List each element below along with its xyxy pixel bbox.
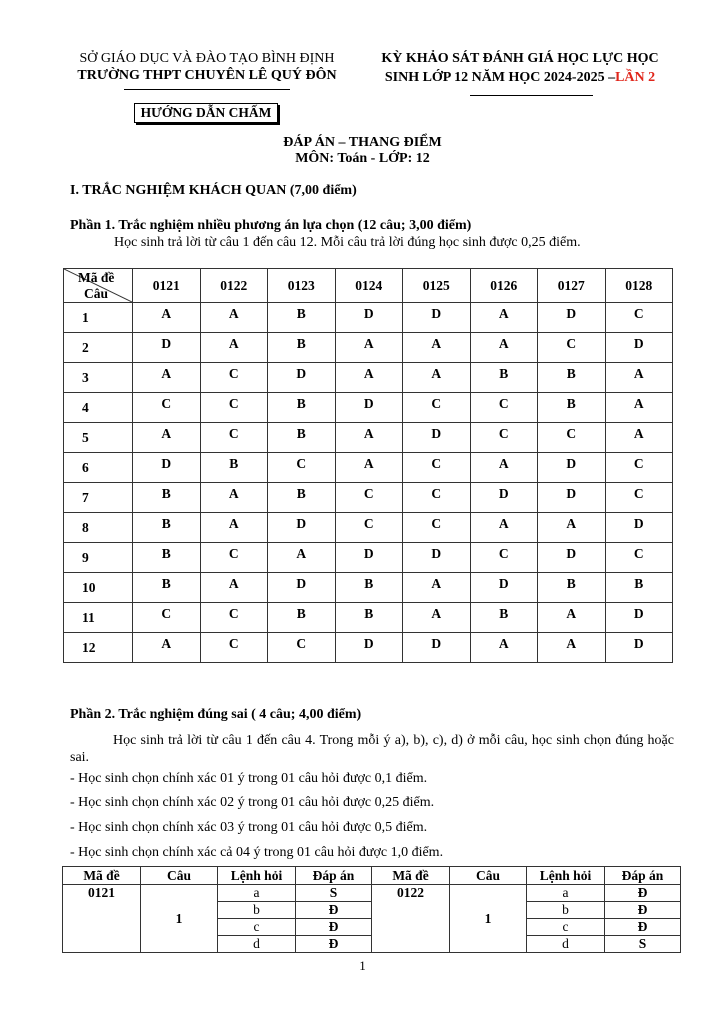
answer-cell: D: [538, 483, 606, 513]
answer-cell: A: [470, 333, 538, 363]
header-prompt: Lệnh hỏi: [218, 867, 296, 885]
answer-cell: C: [200, 633, 268, 663]
answer-cell: B: [605, 573, 673, 603]
table-row: [64, 633, 673, 663]
table-row: [64, 393, 673, 423]
question-number-cell: 8: [64, 513, 133, 543]
answer-cell: B: [133, 483, 201, 513]
answer-cell: D: [268, 513, 336, 543]
answer-cell: A: [470, 303, 538, 333]
answer-cell: A: [605, 423, 673, 453]
answer-cell: S: [605, 936, 681, 953]
answer-cell: D: [470, 573, 538, 603]
code-header: 0125: [403, 269, 471, 303]
answer-cell: A: [335, 333, 403, 363]
answer-cell: C: [403, 453, 471, 483]
prompt-cell: c: [218, 919, 296, 936]
corner-cell: [64, 269, 133, 303]
table-row: [64, 513, 673, 543]
question-number-cell: 10: [64, 573, 133, 603]
answer-cell: A: [335, 453, 403, 483]
answer-cell: A: [133, 633, 201, 663]
answer-cell: B: [268, 393, 336, 423]
code-header: 0124: [335, 269, 403, 303]
answer-cell: C: [200, 423, 268, 453]
answer-cell: C: [133, 603, 201, 633]
table-row: [64, 543, 673, 573]
corner-question-label: Câu: [84, 286, 109, 301]
department-name: SỞ GIÁO DỤC VÀ ĐÀO TẠO BÌNH ĐỊNH: [79, 51, 335, 66]
answer-cell: C: [605, 543, 673, 573]
answer-cell: C: [200, 363, 268, 393]
answer-cell: B: [268, 333, 336, 363]
answer-cell: Đ: [605, 885, 681, 902]
answer-cell: D: [403, 633, 471, 663]
answer-cell: C: [403, 483, 471, 513]
scoring-rule: - Học sinh chọn chính xác 02 ý trong 01 câu hỏi được 0,25 điểm.: [70, 795, 435, 810]
answer-cell: D: [538, 453, 606, 483]
code-header: 0126: [470, 269, 538, 303]
corner-code-label: Mã đề: [78, 270, 115, 285]
answer-cell: Đ: [296, 902, 372, 919]
answer-cell: D: [268, 363, 336, 393]
answer-cell: C: [605, 453, 673, 483]
answer-cell: D: [133, 453, 201, 483]
header-answer: Đáp án: [605, 867, 681, 885]
answer-cell: B: [335, 573, 403, 603]
answer-cell: A: [200, 483, 268, 513]
code-header: 0121: [133, 269, 201, 303]
table-row: [64, 453, 673, 483]
question-number-cell: 6: [64, 453, 133, 483]
header-prompt: Lệnh hỏi: [527, 867, 605, 885]
exam-title-line2: [365, 70, 675, 86]
true-false-answer-table: [62, 866, 681, 953]
answer-cell: C: [605, 303, 673, 333]
exam-code-cell: 0121: [63, 885, 141, 953]
answer-cell: D: [403, 543, 471, 573]
answer-cell: C: [538, 333, 606, 363]
answer-cell: A: [200, 573, 268, 603]
code-header: 0128: [605, 269, 673, 303]
prompt-cell: b: [218, 902, 296, 919]
answer-cell: B: [538, 573, 606, 603]
answer-cell: A: [200, 303, 268, 333]
answer-cell: A: [470, 453, 538, 483]
answer-cell: D: [538, 543, 606, 573]
answer-cell: A: [470, 633, 538, 663]
answer-cell: A: [538, 513, 606, 543]
answer-cell: A: [538, 603, 606, 633]
table-row: [64, 423, 673, 453]
header-question: Câu: [141, 867, 218, 885]
header-answer: Đáp án: [296, 867, 372, 885]
prompt-cell: c: [527, 919, 605, 936]
scoring-rule: - Học sinh chọn chính xác cả 04 ý trong 01 câu hỏi được 1,0 điểm.: [70, 845, 444, 860]
answer-cell: S: [296, 885, 372, 902]
table-row: [64, 333, 673, 363]
section1-title: I. TRẮC NGHIỆM KHÁCH QUAN (7,00 điểm): [70, 183, 357, 198]
answer-cell: A: [268, 543, 336, 573]
prompt-cell: d: [527, 936, 605, 953]
part1-title: Phần 1. Trắc nghiệm nhiều phương án lựa chọn (12 câu; 3,00 điểm): [70, 218, 472, 233]
question-number-cell: 12: [64, 633, 133, 663]
answer-cell: A: [403, 573, 471, 603]
header-question: Câu: [450, 867, 527, 885]
answer-cell: C: [403, 393, 471, 423]
table-row: [63, 885, 681, 902]
answer-cell: C: [200, 393, 268, 423]
prompt-cell: a: [218, 885, 296, 902]
answer-cell: D: [335, 633, 403, 663]
answer-cell: D: [605, 633, 673, 663]
answer-cell: B: [133, 513, 201, 543]
question-number-cell: 4: [64, 393, 133, 423]
answer-cell: Đ: [605, 902, 681, 919]
exam-title-line1: KỲ KHẢO SÁT ĐÁNH GIÁ HỌC LỰC HỌC: [381, 51, 659, 66]
multiple-choice-answer-table: [63, 268, 673, 663]
answer-cell: Đ: [605, 919, 681, 936]
answer-cell: A: [403, 333, 471, 363]
scoring-rule: - Học sinh chọn chính xác 01 ý trong 01 câu hỏi được 0,1 điểm.: [70, 771, 428, 786]
answer-cell: A: [133, 303, 201, 333]
exam-underline: [470, 95, 593, 96]
answer-cell: B: [538, 363, 606, 393]
answer-cell: B: [268, 603, 336, 633]
header-code: Mã đề: [63, 867, 141, 885]
answer-cell: D: [605, 333, 673, 363]
answer-cell: A: [200, 513, 268, 543]
answer-cell: A: [470, 513, 538, 543]
table-row: [64, 573, 673, 603]
answer-cell: C: [470, 543, 538, 573]
answer-cell: A: [335, 363, 403, 393]
answer-cell: A: [605, 393, 673, 423]
answer-cell: D: [335, 303, 403, 333]
answer-cell: B: [268, 303, 336, 333]
part2-title: Phần 2. Trắc nghiệm đúng sai ( 4 câu; 4,00 điểm): [70, 707, 362, 722]
answer-cell: C: [538, 423, 606, 453]
answer-cell: C: [403, 513, 471, 543]
answer-cell: A: [538, 633, 606, 663]
answer-cell: C: [470, 393, 538, 423]
answer-cell: D: [538, 303, 606, 333]
exam-round: LẦN 2: [615, 70, 656, 85]
answer-cell: B: [133, 573, 201, 603]
table-row: [64, 303, 673, 333]
exam-code-cell: 0122: [372, 885, 450, 953]
school-name: TRƯỜNG THPT CHUYÊN LÊ QUÝ ĐÔN: [77, 68, 337, 83]
answer-cell: A: [133, 363, 201, 393]
answer-cell: C: [470, 423, 538, 453]
answer-cell: D: [470, 483, 538, 513]
answer-cell: D: [403, 423, 471, 453]
answer-cell: A: [335, 423, 403, 453]
table-row: [64, 483, 673, 513]
page-number: 1: [359, 958, 366, 973]
answer-cell: B: [335, 603, 403, 633]
answer-cell: C: [605, 483, 673, 513]
table-row: [64, 363, 673, 393]
table-header-row: [63, 867, 681, 885]
answer-cell: D: [133, 333, 201, 363]
answer-cell: D: [605, 513, 673, 543]
answer-cell: D: [605, 603, 673, 633]
answer-cell: D: [268, 573, 336, 603]
answer-cell: A: [133, 423, 201, 453]
answer-cell: C: [268, 633, 336, 663]
answer-cell: C: [335, 513, 403, 543]
code-header: 0123: [268, 269, 336, 303]
scoring-rule: - Học sinh chọn chính xác 03 ý trong 01 câu hỏi được 0,5 điểm.: [70, 820, 428, 835]
question-number-cell: 2: [64, 333, 133, 363]
question-number-cell: 5: [64, 423, 133, 453]
answer-cell: B: [470, 603, 538, 633]
question-number-cell: 11: [64, 603, 133, 633]
exam-year: SINH LỚP 12 NĂM HỌC 2024-2025 –: [384, 70, 616, 85]
answer-cell: A: [605, 363, 673, 393]
question-number-cell: 9: [64, 543, 133, 573]
answer-cell: B: [133, 543, 201, 573]
guide-label-box: HƯỚNG DẪN CHẤM: [134, 103, 278, 123]
part2-description: Học sinh trả lời từ câu 1 đến câu 4. Trong mỗi ý a), b), c), d) ở mỗi câu, học sinh chọn đúng hoặc sai.: [70, 733, 674, 765]
answer-cell: C: [335, 483, 403, 513]
table-row: [64, 603, 673, 633]
answer-cell: C: [133, 393, 201, 423]
code-header: 0122: [200, 269, 268, 303]
prompt-cell: b: [527, 902, 605, 919]
answer-cell: B: [538, 393, 606, 423]
answer-cell: C: [200, 603, 268, 633]
part1-description: Học sinh trả lời từ câu 1 đến câu 12. Mỗi câu trả lời đúng học sinh được 0,25 điểm.: [114, 235, 581, 250]
answer-cell: A: [403, 363, 471, 393]
answer-cell: C: [268, 453, 336, 483]
answer-cell: A: [403, 603, 471, 633]
question-number-cell: 7: [64, 483, 133, 513]
header-code: Mã đề: [372, 867, 450, 885]
answer-cell: A: [200, 333, 268, 363]
answer-cell: B: [200, 453, 268, 483]
question-number-cell: 1: [64, 303, 133, 333]
table-header-row: [64, 269, 673, 303]
answer-title: ĐÁP ÁN – THANG ĐIỂM: [283, 135, 442, 150]
question-cell: 1: [141, 885, 218, 953]
question-cell: 1: [450, 885, 527, 953]
prompt-cell: a: [527, 885, 605, 902]
answer-cell: Đ: [296, 936, 372, 953]
question-number-cell: 3: [64, 363, 133, 393]
prompt-cell: d: [218, 936, 296, 953]
subject-title: MÔN: Toán - LỚP: 12: [295, 151, 430, 166]
answer-cell: D: [403, 303, 471, 333]
answer-cell: D: [335, 393, 403, 423]
answer-cell: Đ: [296, 919, 372, 936]
answer-cell: B: [268, 423, 336, 453]
answer-cell: B: [470, 363, 538, 393]
answer-cell: C: [200, 543, 268, 573]
school-underline: [124, 89, 290, 90]
code-header: 0127: [538, 269, 606, 303]
answer-cell: B: [268, 483, 336, 513]
answer-cell: D: [335, 543, 403, 573]
